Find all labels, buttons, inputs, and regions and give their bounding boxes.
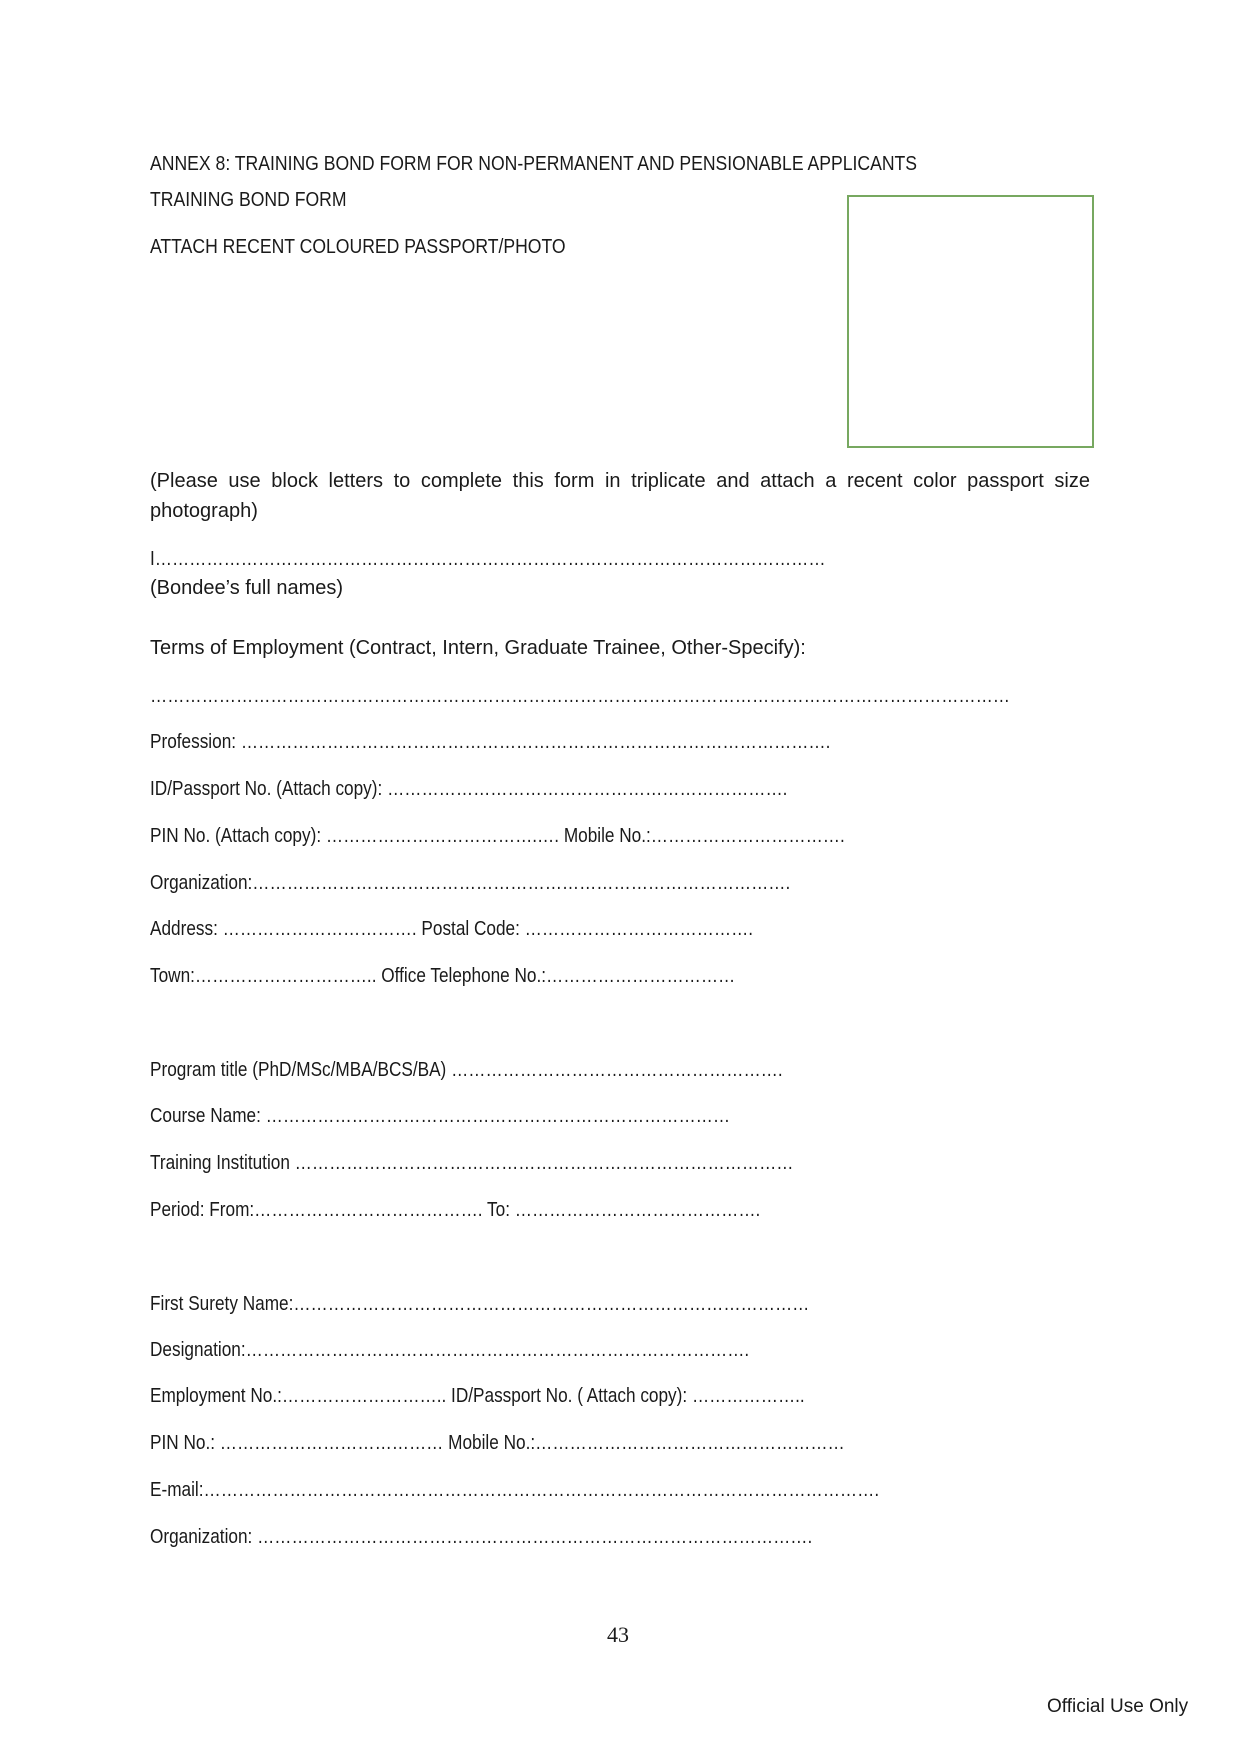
bondee-name-field[interactable]: I……………………………………………………………………………………………………… [150,548,826,570]
organization-field[interactable]: Organization:…………………………………………………………………………………. [150,872,791,894]
bondee-name-caption: (Bondee’s full names) [150,577,344,599]
surety-pin-mobile-field[interactable]: PIN No.: ………………………………… Mobile No.:……………………………………………… [150,1432,845,1454]
course-name-field[interactable]: Course Name: ……………………………………………………………………… [150,1105,731,1127]
terms-of-employment-field[interactable]: …………………………………………………………………………………………………………………………………… [150,685,1010,707]
passport-photo-box[interactable] [847,195,1094,448]
training-institution-field[interactable]: Training Institution …………………………………………………………………………… [150,1152,794,1174]
surety-email-field[interactable]: E-mail:………………………………………………………………………………………………………. [150,1479,880,1501]
period-field[interactable]: Period: From:…………………………………. To: ……………………………………. [150,1199,761,1221]
classification-label: Official Use Only [1047,1696,1189,1717]
pin-mobile-field[interactable]: PIN No. (Attach copy): ……………………………….…. Mobile No.:……………………………. [150,825,845,847]
profession-field[interactable]: Profession: …………………………………………………………………………………………. [150,731,831,753]
photo-instruction: ATTACH RECENT COLOURED PASSPORT/PHOTO [150,236,566,258]
annex-title: ANNEX 8: TRAINING BOND FORM FOR NON-PERMANENT AND PENSIONABLE APPLICANTS [150,153,918,175]
surety-designation-field[interactable]: Designation:……………………………………………………………………………. [150,1339,750,1361]
surety-employment-id-field[interactable]: Employment No.:……………………….. ID/Passport No. ( Attach copy): ……………….. [150,1385,805,1407]
town-office-tel-field[interactable]: Town:………………………….. Office Telephone No.:…………………………… [150,965,736,987]
surety-organization-field[interactable]: Organization: ……………………………………………………………………………………. [150,1526,813,1548]
first-surety-name-field[interactable]: First Surety Name:……………………………………………………………………………… [150,1293,810,1315]
instructions-paragraph: (Please use block letters to complete this form in triplicate and attach a recent color passport size photograph) [150,470,1090,522]
page-number: 43 [607,1622,629,1647]
id-passport-field[interactable]: ID/Passport No. (Attach copy): ……………………………………………………………. [150,778,788,800]
address-postal-field[interactable]: Address: ……………………………. Postal Code: …………………………………. [150,918,754,940]
program-title-field[interactable]: Program title (PhD/MSc/MBA/BCS/BA) …………………………………………………. [150,1059,783,1081]
terms-of-employment-label: Terms of Employment (Contract, Intern, Graduate Trainee, Other-Specify): [150,637,806,659]
form-title: TRAINING BOND FORM [150,189,347,211]
